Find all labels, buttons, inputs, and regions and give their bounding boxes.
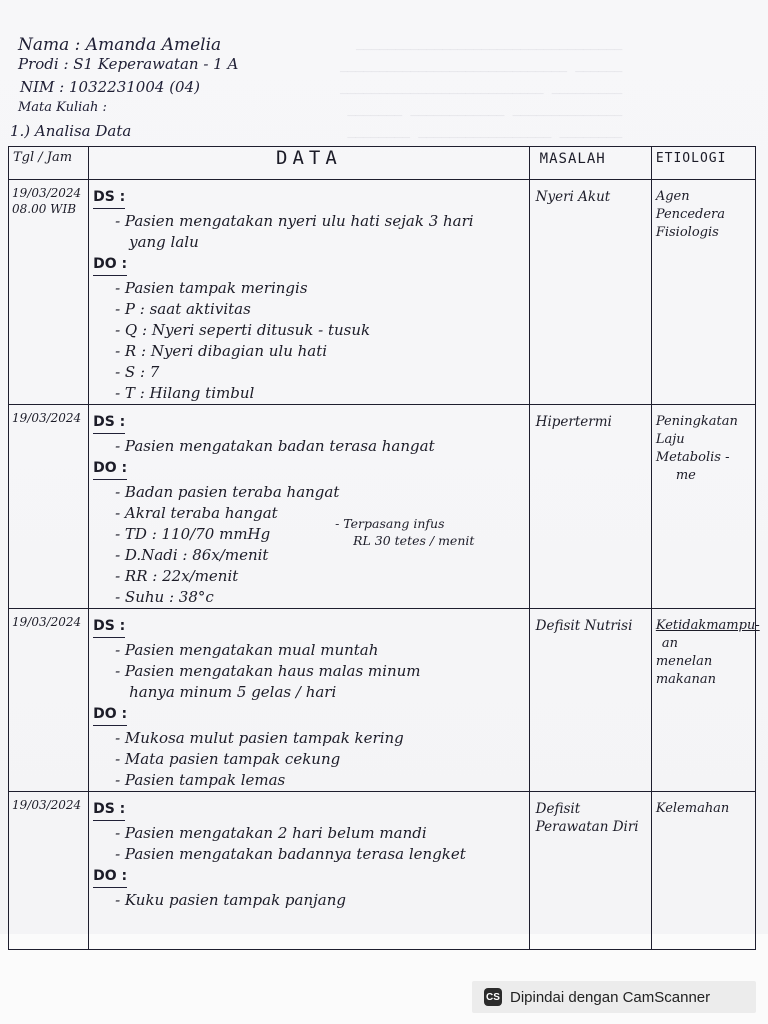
row-data-cell <box>89 180 530 405</box>
study-program: Prodi : S1 Keperawatan - 1 A <box>18 55 239 73</box>
table-header-row <box>9 147 756 180</box>
row-masalah: Defisit Nutrisi <box>529 609 651 792</box>
etiologi-line: Peningkatan <box>655 414 738 429</box>
do-line: - R : Nyeri dibagian ulu hati <box>115 342 328 360</box>
do-line: - Kuku pasien tampak panjang <box>115 891 346 909</box>
row-etiologi-cell <box>651 609 760 792</box>
header-masalah: MASALAH <box>529 147 651 180</box>
do-line: - Suhu : 38°c <box>115 588 214 606</box>
row-date-cell <box>9 180 89 405</box>
row-etiologi-cell <box>651 405 755 609</box>
row-date-cell <box>9 405 89 609</box>
camscanner-watermark <box>472 981 756 1013</box>
ds-label: DS : <box>93 187 125 209</box>
row-etiologi-cell <box>651 180 755 405</box>
do-line: - Mata pasien tampak cekung <box>115 750 341 768</box>
table-row <box>9 609 756 792</box>
row-data-cell <box>89 609 530 792</box>
do-line: - P : saat aktivitas <box>115 300 251 318</box>
camscanner-text: Dipindai dengan CamScanner <box>510 988 711 1006</box>
student-id: NIM : 1032231004 (04) <box>20 78 200 96</box>
course-label: Mata Kuliah : <box>18 100 107 115</box>
infusion-note <box>335 515 474 549</box>
etiologi-line: Ketidakmampu- <box>655 618 760 633</box>
ds-label: DS : <box>93 412 125 434</box>
row-etiologi-cell <box>651 792 755 950</box>
etiologi-line: Metabolis - <box>655 450 730 465</box>
row-date: 19/03/2024 <box>12 798 82 812</box>
ds-line: - Pasien mengatakan nyeri ulu hati sejak 3 hari <box>115 212 474 230</box>
do-line: - S : 7 <box>115 363 160 381</box>
etiologi-line: Fisiologis <box>655 225 719 240</box>
ds-label: DS : <box>93 799 125 821</box>
section-title: 1.) Analisa Data <box>10 122 132 140</box>
ds-line: - Pasien mengatakan haus malas minum <box>115 662 421 680</box>
header-data: DATA <box>89 147 530 180</box>
do-line: - Badan pasien teraba hangat <box>115 483 340 501</box>
table-row <box>9 792 756 950</box>
etiologi-line: Pencedera <box>655 207 726 222</box>
etiologi-line: menelan <box>655 654 713 669</box>
analysis-table <box>8 146 760 950</box>
ds-line: - Pasien mengatakan mual muntah <box>115 641 379 659</box>
bleed-through-text: ────────────────────────────────── ────── ───────────────────────────── ───────── ────────────────────────── ────────────── ──────────── ─────── ──────── ───────────────── ──────── <box>340 43 623 146</box>
row-date: 19/03/2024 <box>12 411 82 425</box>
infusion-line: - Terpasang infus <box>335 516 445 531</box>
row-date: 19/03/2024 <box>12 615 82 629</box>
table-row <box>9 405 756 609</box>
header-etiologi: ETIOLOGI <box>651 147 755 180</box>
etiologi-line: makanan <box>655 672 717 687</box>
infusion-line: RL 30 tetes / menit <box>353 533 475 548</box>
etiologi-line: an <box>661 636 678 651</box>
row-masalah: Hipertermi <box>529 405 651 609</box>
table-row <box>9 180 756 405</box>
etiologi-line: Laju <box>655 432 685 447</box>
row-data-cell <box>89 792 530 950</box>
ds-line: - Pasien mengatakan badan terasa hangat <box>115 437 435 455</box>
do-line: - Akral teraba hangat <box>115 504 278 522</box>
ds-line: - Pasien mengatakan 2 hari belum mandi <box>115 824 427 842</box>
ds-label: DS : <box>93 616 125 638</box>
row-date-cell <box>9 609 89 792</box>
ds-line: hanya minum 5 gelas / hari <box>129 683 337 701</box>
do-line: - Q : Nyeri seperti ditusuk - tusuk <box>115 321 371 339</box>
do-line: - TD : 110/70 mmHg <box>115 525 271 543</box>
student-name: Nama : Amanda Amelia <box>18 35 222 55</box>
etiologi-line: Agen <box>655 189 690 204</box>
do-line: - RR : 22x/menit <box>115 567 239 585</box>
ds-line: - Pasien mengatakan badannya terasa lengket <box>115 845 466 863</box>
etiologi-line: me <box>675 468 696 483</box>
do-label: DO : <box>93 866 127 888</box>
camscanner-icon: CS <box>484 988 502 1006</box>
etiologi-line: Kelemahan <box>655 801 730 816</box>
do-label: DO : <box>93 254 127 276</box>
row-data-cell <box>89 405 530 609</box>
do-line: - Mukosa mulut pasien tampak kering <box>115 729 404 747</box>
row-date-cell <box>9 792 89 950</box>
do-line: - Pasien tampak lemas <box>115 771 286 789</box>
do-line: - D.Nadi : 86x/menit <box>115 546 269 564</box>
do-label: DO : <box>93 704 127 726</box>
row-time: 08.00 WIB <box>12 202 77 216</box>
header-date: Tgl / Jam <box>9 147 89 180</box>
ds-line: yang lalu <box>129 233 199 251</box>
do-label: DO : <box>93 458 127 480</box>
row-date: 19/03/2024 <box>12 186 82 200</box>
do-line: - Pasien tampak meringis <box>115 279 308 297</box>
row-masalah: Nyeri Akut <box>529 180 651 405</box>
row-masalah: Defisit Perawatan Diri <box>529 792 651 950</box>
do-line: - T : Hilang timbul <box>115 384 255 402</box>
